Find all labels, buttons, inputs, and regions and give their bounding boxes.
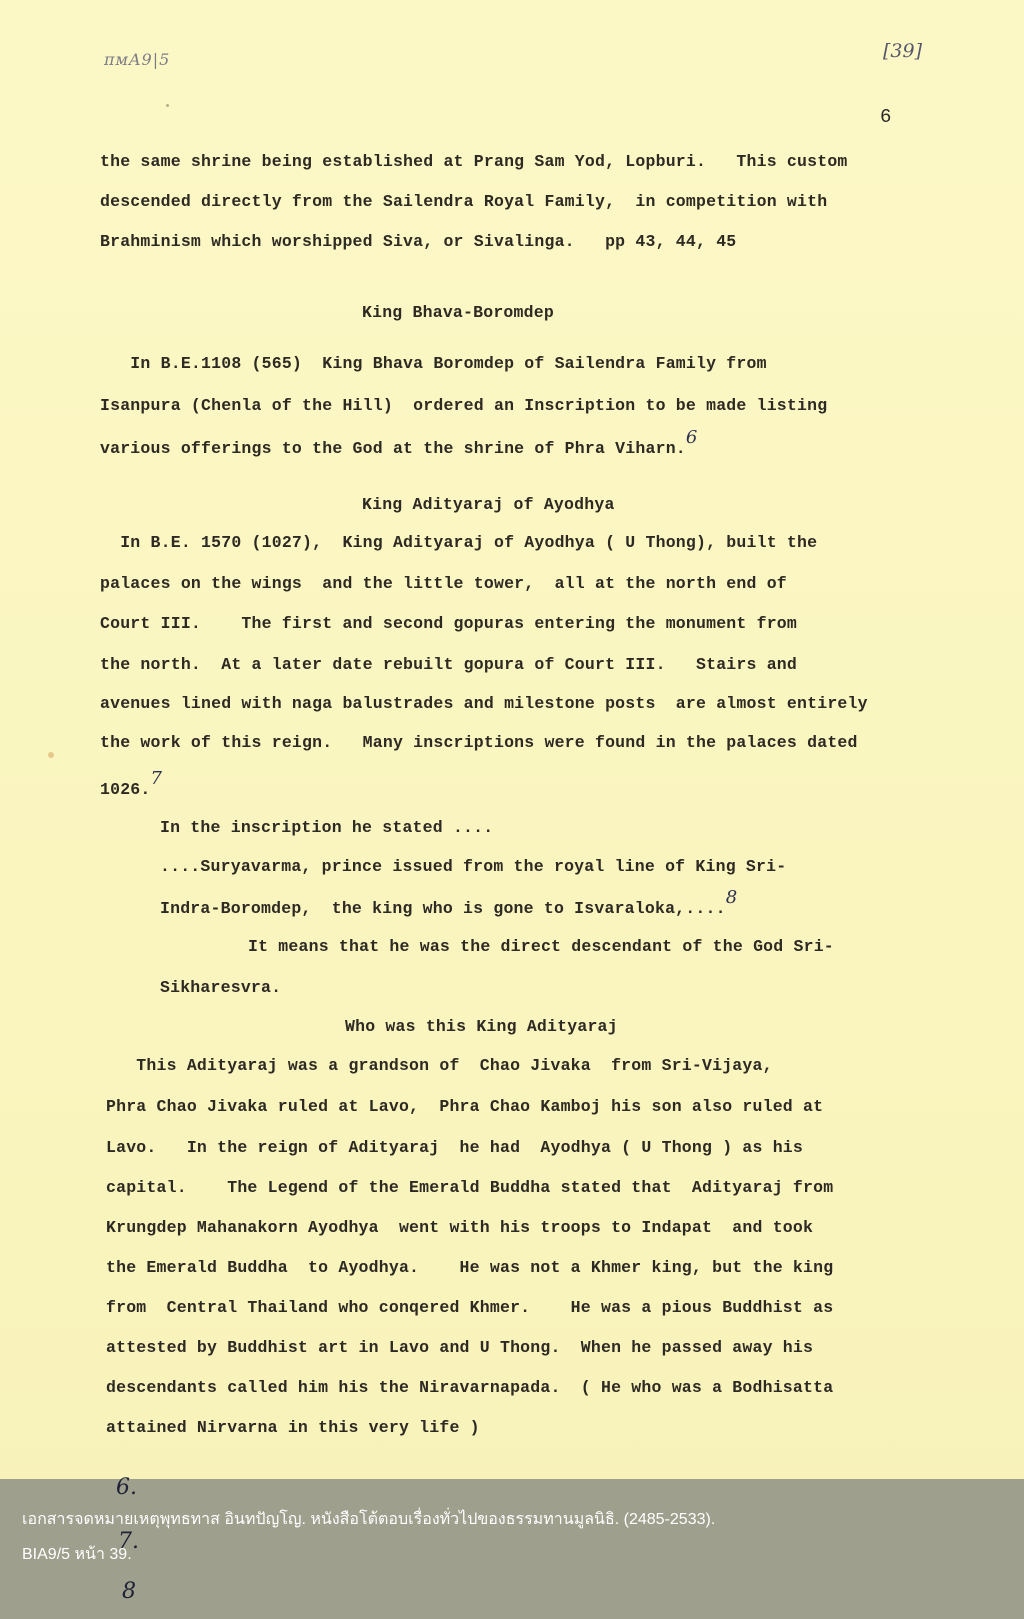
paper-speck — [166, 104, 169, 107]
text-line: attested by Buddhist art in Lavo and U Thong. When he passed away his — [106, 1338, 814, 1357]
archive-reference-left: ᴨᴍA9|5 — [104, 50, 171, 69]
footnote-number: 7. — [118, 1529, 139, 1554]
text-line: Krungdep Mahanakorn Ayodhya went with his troops to Indapat and took — [106, 1218, 814, 1237]
text-line: palaces on the wings and the little tower, all at the north end of — [100, 574, 787, 593]
footnote-marker: 7 — [150, 768, 163, 789]
text-line: Phra Chao Jivaka ruled at Lavo, Phra Chao Kamboj his son also ruled at — [106, 1097, 824, 1116]
text-line: In the inscription he stated .... — [160, 818, 494, 837]
footnote-number: 6. — [116, 1475, 137, 1500]
footnote-marker: 6 — [685, 427, 698, 448]
section-heading: King Bhava-Boromdep — [362, 303, 554, 322]
text-line: This Adityaraj was a grandson of Chao Jivaka from Sri-Vijaya, — [106, 1056, 773, 1075]
text-line: Lavo. In the reign of Adityaraj he had Ayodhya ( U Thong ) as his — [106, 1138, 804, 1157]
text-line: the work of this reign. Many inscriptions were found in the palaces dated — [100, 733, 858, 752]
caption-title: เอกสารจดหมายเหตุพุทธทาส อินทปัญโญ. หนังสือโต้ตอบเรื่องทั่วไปของธรรมทานมูลนิธิ. (2485-2533). — [22, 1511, 716, 1528]
page-number: 6 — [880, 106, 892, 128]
archive-page-reference: [39] — [883, 40, 923, 62]
text-line: Court III. The first and second gopuras entering the monument from — [100, 614, 798, 633]
text-line: from Central Thailand who conqered Khmer. He was a pious Buddhist as — [106, 1298, 834, 1317]
text-line: capital. The Legend of the Emerald Buddha stated that Adityaraj from — [106, 1178, 834, 1197]
text-line: ....Suryavarma, prince issued from the royal line of King Sri- — [160, 857, 787, 876]
text-line: Isanpura (Chenla of the Hill) ordered an Inscription to be made listing — [100, 396, 828, 415]
text-line: In B.E.1108 (565) King Bhava Boromdep of Sailendra Family from — [100, 354, 767, 373]
text-line: 1026.7 — [100, 768, 163, 799]
text-line: the Emerald Buddha to Ayodhya. He was not a Khmer king, but the king — [106, 1258, 834, 1277]
footnote-number: 8 — [122, 1579, 136, 1604]
text-line: the north. At a later date rebuilt gopura of Court III. Stairs and — [100, 655, 798, 674]
section-heading: Who was this King Adityaraj — [345, 1017, 618, 1036]
paper-speck — [48, 752, 54, 758]
text-line: Sikharesvra. — [160, 978, 282, 997]
text-line: attained Nirvarna in this very life ) — [106, 1418, 480, 1437]
footnote-marker: 8 — [725, 887, 738, 908]
text-line: Indra-Boromdep, the king who is gone to Isvaraloka,....8 — [160, 887, 738, 918]
text-line: avenues lined with naga balustrades and milestone posts are almost entirely — [100, 694, 868, 713]
text-line: Brahminism which worshipped Siva, or Sivalinga. pp 43, 44, 45 — [100, 232, 737, 251]
section-heading: King Adityaraj of Ayodhya — [362, 495, 615, 514]
text-line: It means that he was the direct descendant of the God Sri- — [248, 937, 834, 956]
text-line: various offerings to the God at the shrine of Phra Viharn.6 — [100, 427, 698, 458]
text-line: In B.E. 1570 (1027), King Adityaraj of Ayodhya ( U Thong), built the — [100, 533, 818, 552]
text-line: descendants called him his the Niravarnapada. ( He who was a Bodhisatta — [106, 1378, 834, 1397]
text-line: the same shrine being established at Prang Sam Yod, Lopburi. This custom — [100, 152, 848, 171]
archive-caption-bar — [0, 1475, 1024, 1619]
text-line: descended directly from the Sailendra Royal Family, in competition with — [100, 192, 828, 211]
caption-reference: BIA9/5 หน้า 39. — [22, 1546, 132, 1563]
